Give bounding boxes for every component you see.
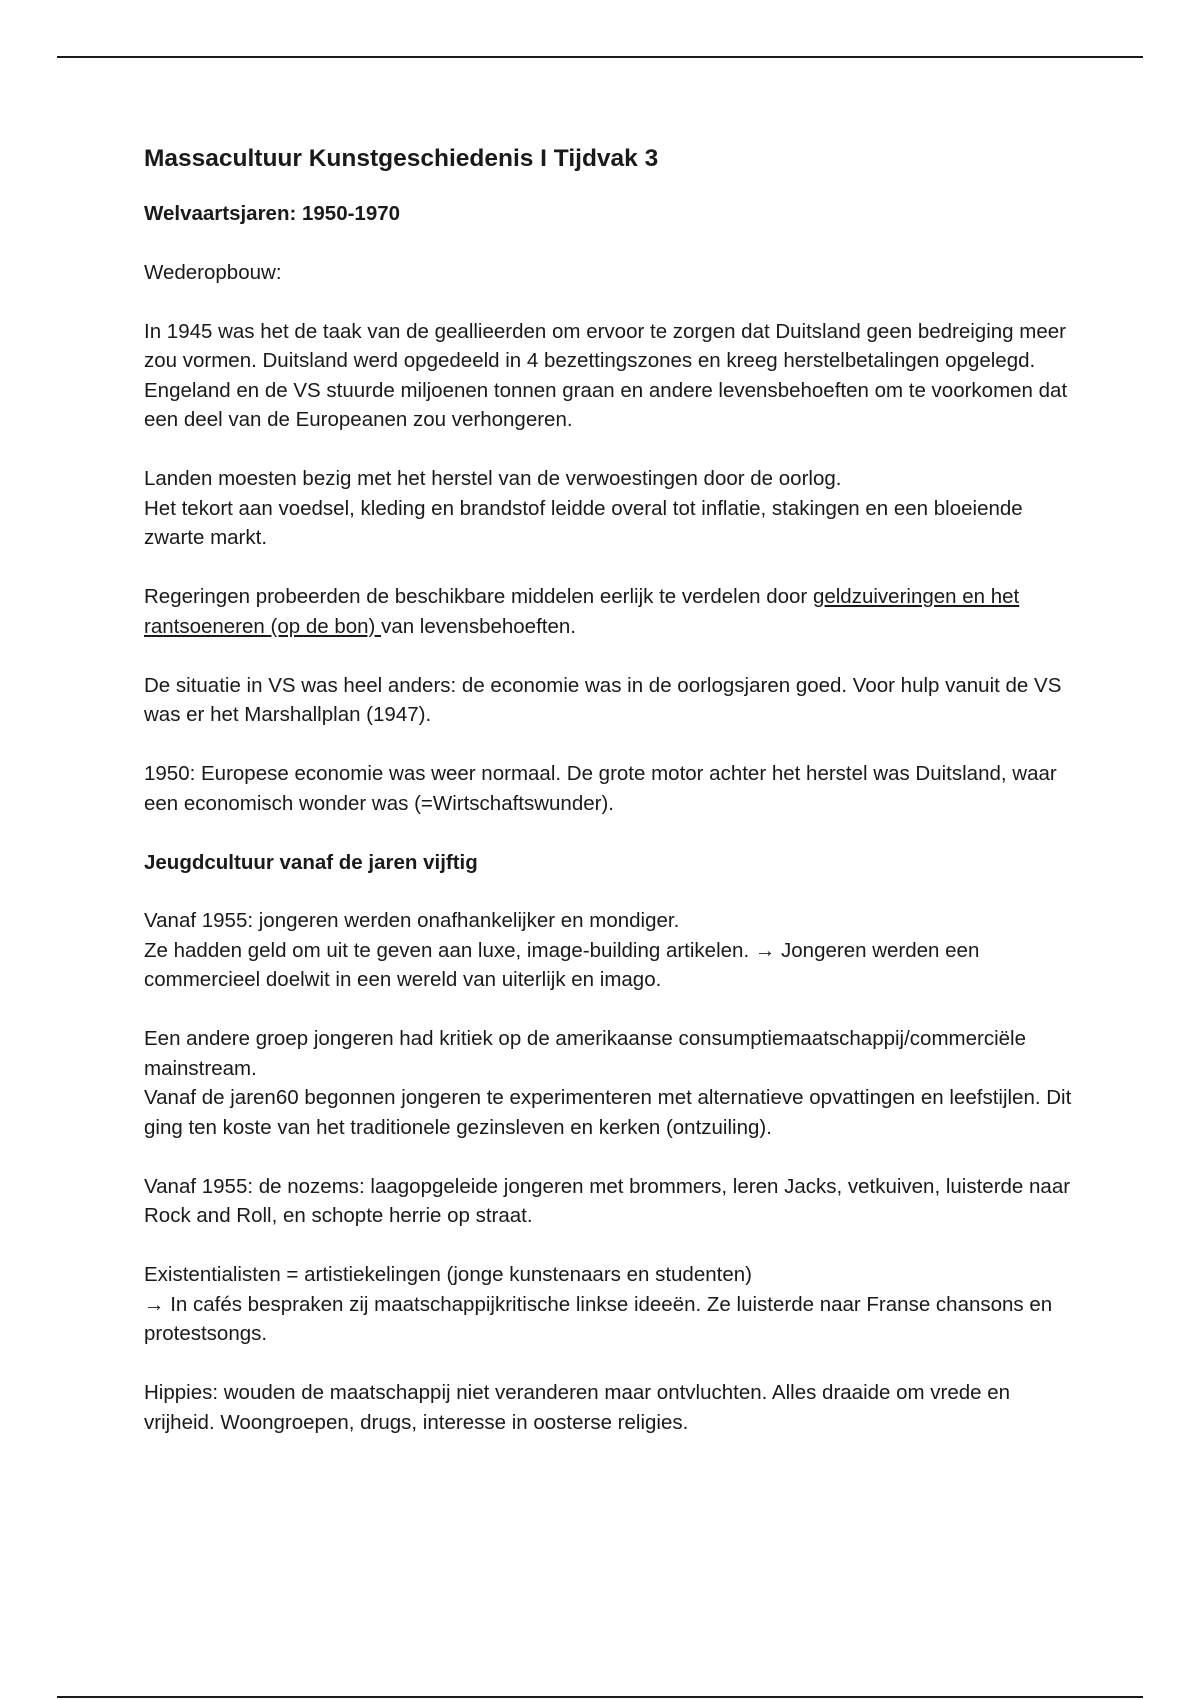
paragraph-line: → In cafés bespraken zij maatschappijkritische linkse ideeën. Ze luisterde naar Franse chansons en protestsongs. (144, 1292, 1053, 1345)
paragraph-line: Ze hadden geld om uit te geven aan luxe, image-building artikelen. → Jongeren werden een commercieel doelwit in een wereld van uiterlijk en imago. (144, 938, 980, 991)
document-title: Massacultuur Kunstgeschiedenis I Tijdvak 3 (144, 145, 659, 172)
paragraph-existentialisten (144, 1260, 1084, 1349)
section-heading-jeugdcultuur: Jeugdcultuur vanaf de jaren vijftig (144, 850, 478, 874)
section-heading-welvaartsjaren: Welvaartsjaren: 1950-1970 (144, 202, 401, 225)
paragraph-vs-situatie: De situatie in VS was heel anders: de economie was in de oorlogsjaren goed. Voor hulp vanuit de VS was er het Marshallplan (1947). (144, 673, 1062, 726)
paragraph-text: van levensbehoeften. (381, 614, 576, 638)
document-body (144, 143, 1084, 1467)
paragraph-line: Het tekort aan voedsel, kleding en brandstof leidde overal tot inflatie, stakingen en een bloeiende zwarte markt. (144, 496, 1023, 549)
paragraph-kritiek (144, 1024, 1084, 1142)
paragraph-line: Vanaf de jaren60 begonnen jongeren te experimenteren met alternatieve opvattingen en leefstijlen. Dit ging ten koste van het traditionele gezinsleven en kerken (ontzuiling). (144, 1086, 1072, 1139)
paragraph-geallieerden (144, 317, 1084, 435)
paragraph-line: Existentialisten = artistiekelingen (jonge kunstenaars en studenten) (144, 1263, 752, 1286)
paragraph-line: In 1945 was het de taak van de geallieerden om ervoor te zorgen dat Duitsland geen bedreiging meer zou vormen. Duitsland werd opgedeeld in 4 bezettingszones en kreeg herstelbetalingen opgelegd. (144, 319, 1066, 372)
paragraph-jongeren-1955 (144, 906, 1084, 995)
paragraph-text: Regeringen probeerden de beschikbare middelen eerlijk te verdelen door (144, 585, 813, 608)
paragraph-line: Engeland en de VS stuurde miljoenen tonnen graan en andere levensbehoeften om te voorkomen dat een deel van de Europeanen zou verhongeren. (144, 378, 1068, 431)
paragraph-hippies: Hippies: wouden de maatschappij niet veranderen maar ontvluchten. Alles draaide om vrede en vrijheid. Woongroepen, drugs, interesse in oosterse religies. (144, 1381, 1011, 1434)
wederopbouw-label: Wederopbouw: (144, 260, 282, 284)
footer-rule (57, 1696, 1143, 1698)
paragraph-line: Landen moesten bezig met het herstel van de verwoestingen door de oorlog. (144, 467, 842, 490)
paragraph-line: Vanaf 1955: jongeren werden onafhankelijker en mondiger. (144, 909, 680, 932)
paragraph-line: Een andere groep jongeren had kritiek op de amerikaanse consumptiemaatschappij/commerciële mainstream. (144, 1027, 1027, 1080)
underlined-text: geldzuiveringen en het rantsoeneren (op de bon) (144, 585, 1020, 638)
paragraph-regeringen (144, 582, 1084, 641)
paragraph-herstel (144, 464, 1084, 553)
paragraph-nozems: Vanaf 1955: de nozems: laagopgeleide jongeren met brommers, leren Jacks, vetkuiven, luisterde naar Rock and Roll, en schopte herrie op straat. (144, 1174, 1071, 1227)
paragraph-1950-economie: 1950: Europese economie was weer normaal. De grote motor achter het herstel was Duitsland, waar een economisch wonder was (=Wirtschaftswunder). (144, 762, 1057, 815)
header-rule (57, 56, 1143, 58)
